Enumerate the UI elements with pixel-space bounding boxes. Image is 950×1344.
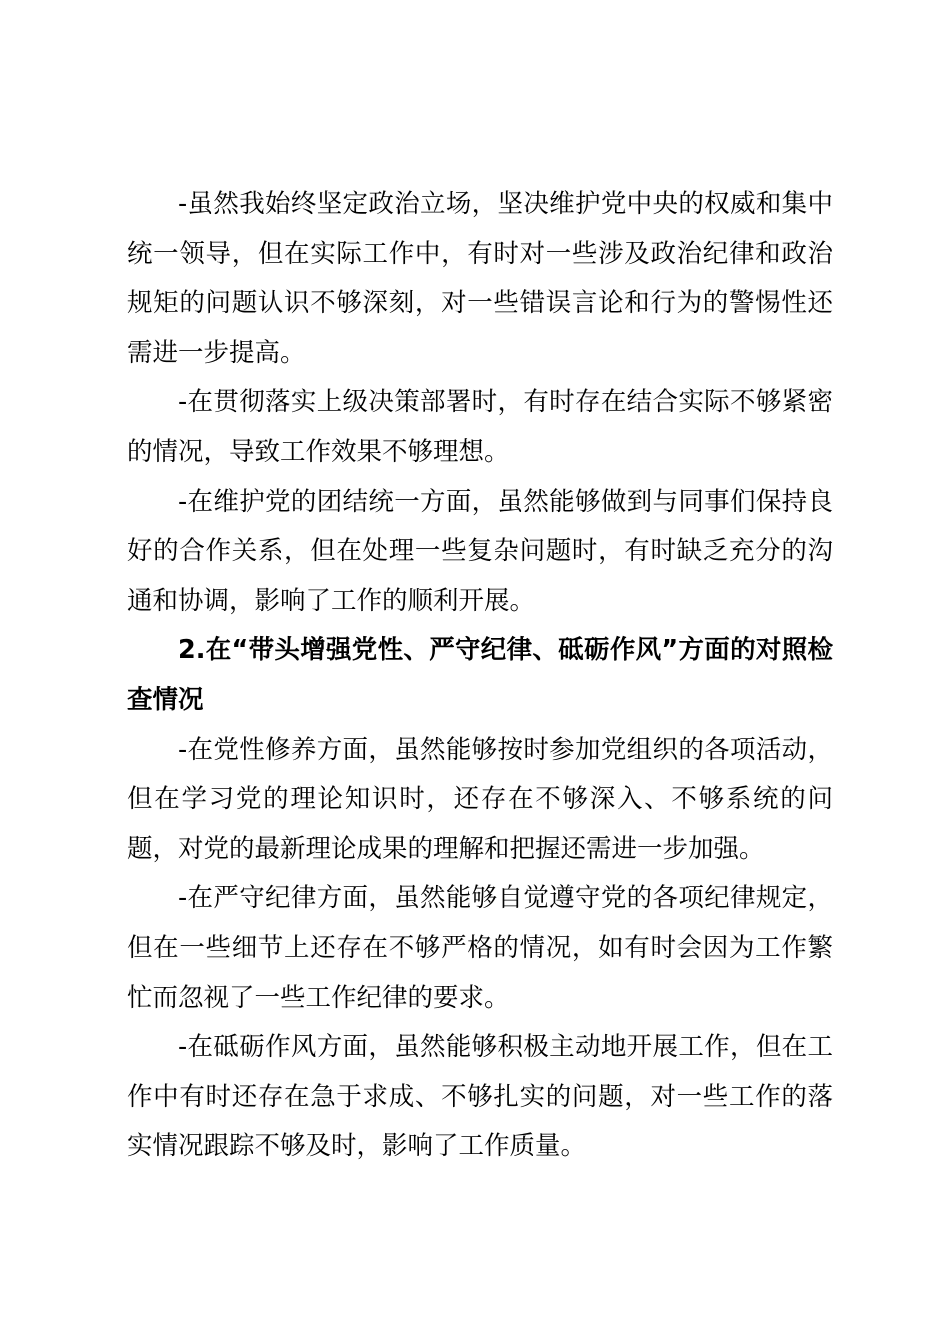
paragraph-political-stance: -虽然我始终坚定政治立场，坚决维护党中央的权威和集中统一领导，但在实际工作中，有时对一些涉及政治纪律和政治规矩的问题认识不够深刻，对一些错误言论和行为的警惕性还需进一步提高。 <box>127 189 833 368</box>
paragraph-implementation: -在贯彻落实上级决策部署时，有时存在结合实际不够紧密的情况，导致工作效果不够理想。 <box>127 387 833 467</box>
paragraph-party-spirit: -在党性修养方面，虽然能够按时参加党组织的各项活动，但在学习党的理论知识时，还存在不够深入、不够系统的问题，对党的最新理论成果的理解和把握还需进一步加强。 <box>127 734 833 864</box>
document-body <box>127 180 833 1172</box>
section-heading: 2.在“带头增强党性、严守纪律、砥砺作风”方面的对照检查情况 <box>127 635 833 715</box>
paragraph-discipline: -在严守纪律方面，虽然能够自觉遵守党的各项纪律规定，但在一些细节上还存在不够严格的情况，如有时会因为工作繁忙而忽视了一些工作纪律的要求。 <box>127 883 833 1013</box>
paragraph-work-style: -在砥砺作风方面，虽然能够积极主动地开展工作，但在工作中有时还存在急于求成、不够扎实的问题，对一些工作的落实情况跟踪不够及时，影响了工作质量。 <box>127 1032 833 1162</box>
paragraph-party-unity: -在维护党的团结统一方面，虽然能够做到与同事们保持良好的合作关系，但在处理一些复杂问题时，有时缺乏充分的沟通和协调，影响了工作的顺利开展。 <box>127 486 833 616</box>
